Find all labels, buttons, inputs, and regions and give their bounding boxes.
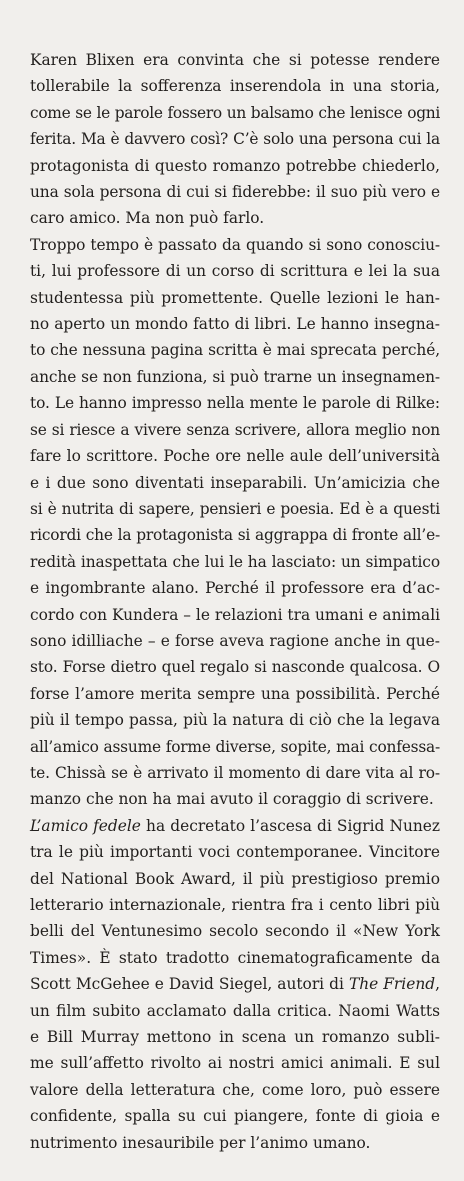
text-run: redità inaspettata che lui le ha lasciato: un simpatico	[30, 552, 440, 571]
text-run: confidente, spalla su cui piangere, fonte di gioia e	[30, 1107, 440, 1126]
text-line	[30, 205, 440, 231]
text-run: no aperto un mondo fatto di libri. Le hanno insegna-	[30, 315, 440, 334]
text-line	[30, 390, 440, 416]
text-line	[30, 311, 440, 337]
text-line	[30, 681, 440, 707]
text-line	[30, 417, 440, 443]
text-run: ha decretato l’ascesa di Sigrid Nunez	[140, 816, 440, 835]
text-run: letterario internazionale, rientra fra i cento libri più	[30, 896, 440, 914]
book-title-italic: L’amico fedele	[30, 816, 141, 835]
text-run: protagonista di questo romanzo potrebbe chiederlo,	[30, 156, 440, 175]
text-line	[30, 285, 440, 311]
text-line	[30, 1103, 440, 1129]
text-run: e ingombrante alano. Perché il professore era d’ac-	[30, 579, 440, 598]
text-run: se si riesce a vivere senza scrivere, allora meglio non	[30, 420, 440, 439]
text-line	[30, 707, 440, 733]
text-run: Troppo tempo è passato da quando si sono conosciu-	[30, 235, 440, 254]
text-line	[30, 258, 440, 284]
text-line	[30, 126, 440, 152]
text-line	[30, 364, 440, 390]
text-line	[30, 443, 440, 469]
text-line	[30, 971, 440, 997]
text-line	[30, 1077, 440, 1103]
text-run: anche se non funziona, si può trarne un insegnamen-	[30, 367, 440, 386]
text-line	[30, 866, 440, 892]
text-run: studentessa più promettente. Quelle lezioni le han-	[30, 288, 440, 307]
text-run: e i due sono diventati inseparabili. Un’amicizia che	[30, 473, 440, 492]
text-run: manzo che non ha mai avuto il coraggio di scrivere.	[30, 790, 434, 809]
text-line	[30, 153, 440, 179]
text-line	[30, 470, 440, 496]
text-line	[30, 522, 440, 548]
text-run: te. Chissà se è arrivato il momento di dare vita al ro-	[30, 763, 440, 782]
text-run: del National Book Award, il più prestigioso premio	[30, 869, 440, 888]
text-run: si è nutrita di sapere, pensieri e poesia. Ed è a questi	[30, 499, 440, 518]
text-run: Scott McGehee e David Siegel, autori di	[30, 975, 349, 994]
text-run: to che nessuna pagina scritta è mai sprecata perché,	[30, 341, 440, 360]
text-run: caro amico. Ma non può farlo.	[30, 209, 265, 228]
text-run: belli del Ventunesimo secolo secondo il «New York	[30, 922, 440, 941]
text-line	[30, 73, 440, 99]
text-run: una sola persona di cui si fiderebbe: il suo più vero e	[30, 183, 440, 202]
text-run: nutrimento inesauribile per l’animo umano.	[30, 1133, 371, 1152]
text-run: sono idilliache – e forse aveva ragione anche in que-	[30, 631, 440, 650]
text-line	[30, 575, 440, 601]
text-line	[30, 337, 440, 363]
text-line	[30, 998, 440, 1024]
text-line	[30, 760, 440, 786]
text-line	[30, 734, 440, 760]
text-line	[30, 1130, 440, 1156]
text-run: cordo con Kundera – le relazioni tra umani e animali	[30, 605, 441, 624]
book-blurb	[30, 47, 440, 1156]
text-line	[30, 839, 440, 865]
blurb-paragraph	[30, 232, 440, 813]
text-line	[30, 945, 440, 971]
text-run: più il tempo passa, più la natura di ciò che la legava	[30, 711, 440, 730]
text-run: fare lo scrittore. Poche ore nelle aule dell’università	[30, 447, 440, 466]
text-line	[30, 232, 440, 258]
text-run: tollerabile la sofferenza inserendola in una storia,	[30, 77, 440, 96]
text-line	[30, 628, 440, 654]
text-line	[30, 100, 440, 126]
text-run: Times». È stato tradotto cinematograficamente da	[30, 948, 440, 967]
text-line	[30, 496, 440, 522]
text-run: e Bill Murray mettono in scena un romanzo subli-	[30, 1028, 440, 1047]
text-line	[30, 654, 440, 680]
text-line	[30, 813, 440, 839]
text-run: ,	[435, 975, 440, 994]
text-line	[30, 549, 440, 575]
blurb-paragraph	[30, 47, 440, 232]
text-line	[30, 179, 440, 205]
text-run: ti, lui professore di un corso di scrittura e lei la sua	[30, 262, 440, 281]
text-run: tra le più importanti voci contemporanee. Vincitore	[30, 843, 440, 862]
text-run: un film subito acclamato dalla critica. Naomi Watts	[30, 1001, 440, 1020]
text-line	[30, 1050, 440, 1076]
text-line	[30, 786, 440, 812]
text-line	[30, 47, 440, 73]
text-run: me sull’affetto rivolto ai nostri amici animali. E sul	[30, 1054, 440, 1073]
text-line	[30, 892, 440, 918]
film-title-italic: The Friend	[348, 975, 436, 994]
text-line	[30, 1024, 440, 1050]
text-run: to. Le hanno impresso nella mente le parole di Rilke:	[30, 394, 440, 413]
text-run: valore della letteratura che, come loro, può essere	[30, 1080, 440, 1099]
blurb-paragraph	[30, 813, 440, 1156]
text-line	[30, 602, 440, 628]
text-run: all’amico assume forme diverse, sopite, mai confessa-	[30, 737, 440, 756]
text-run: Karen Blixen era convinta che si potesse rendere	[30, 51, 440, 69]
text-run: ferita. Ma è davvero così? C’è solo una persona cui la	[30, 130, 440, 149]
text-run: ricordi che la protagonista si aggrappa di fronte all’e-	[30, 526, 440, 545]
text-line	[30, 918, 440, 944]
text-run: sto. Forse dietro quel regalo si nasconde qualcosa. O	[30, 658, 440, 677]
text-run: come se le parole fossero un balsamo che lenisce ogni	[30, 103, 440, 122]
text-run: forse l’amore merita sempre una possibilità. Perché	[30, 684, 440, 703]
